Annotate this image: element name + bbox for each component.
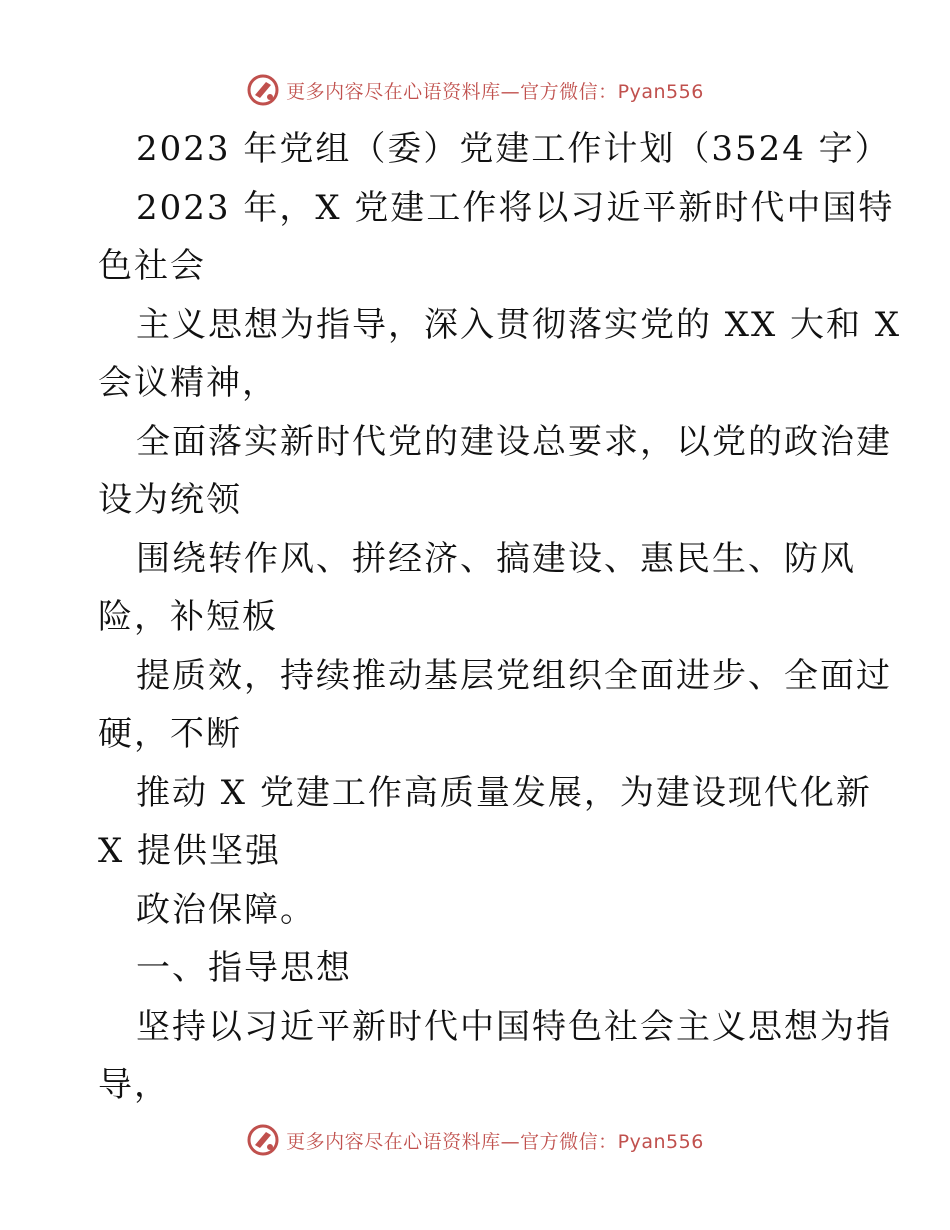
paragraph-line: X 提供坚强 — [98, 831, 282, 871]
paragraph-line: 主义思想为指导，深入贯彻落实党的 XX 大和 X — [136, 304, 902, 345]
watermark-text: 更多内容尽在心语资料库—官方微信：Pyan556 — [286, 80, 704, 103]
paragraph-line: 2023 年，X 党建工作将以习近平新时代中国特 — [136, 187, 895, 228]
document-title: 2023 年党组（委）党建工作计划（3524 字） — [136, 129, 891, 169]
paragraph-line: 硬，不断 — [98, 714, 242, 754]
paragraph-line: 坚持以习近平新时代中国特色社会主义思想为指 — [136, 1006, 892, 1047]
section-heading: 一、指导思想 — [136, 948, 352, 988]
paragraph-line: 提质效，持续推动基层党组织全面进步、全面过 — [136, 655, 892, 696]
paragraph-line: 设为统领 — [98, 480, 242, 520]
seal-logo-icon — [246, 1123, 280, 1157]
watermark-banner-bottom — [0, 1120, 950, 1160]
paragraph-line: 围绕转作风、拼经济、搞建设、惠民生、防风 — [136, 538, 856, 579]
paragraph-line: 全面落实新时代党的建设总要求，以党的政治建 — [136, 421, 892, 462]
paragraph-line: 推动 X 党建工作高质量发展，为建设现代化新 — [136, 772, 872, 813]
paragraph-line: 政治保障。 — [136, 889, 316, 930]
watermark-banner-top — [0, 70, 950, 110]
seal-logo-icon — [246, 73, 280, 107]
paragraph-line: 导， — [98, 1065, 170, 1105]
paragraph-line: 险，补短板 — [98, 597, 278, 637]
paragraph-line: 会议精神， — [98, 363, 278, 403]
document-body — [98, 120, 902, 1115]
paragraph-line: 色社会 — [98, 246, 206, 286]
watermark-text: 更多内容尽在心语资料库—官方微信：Pyan556 — [286, 1130, 704, 1153]
